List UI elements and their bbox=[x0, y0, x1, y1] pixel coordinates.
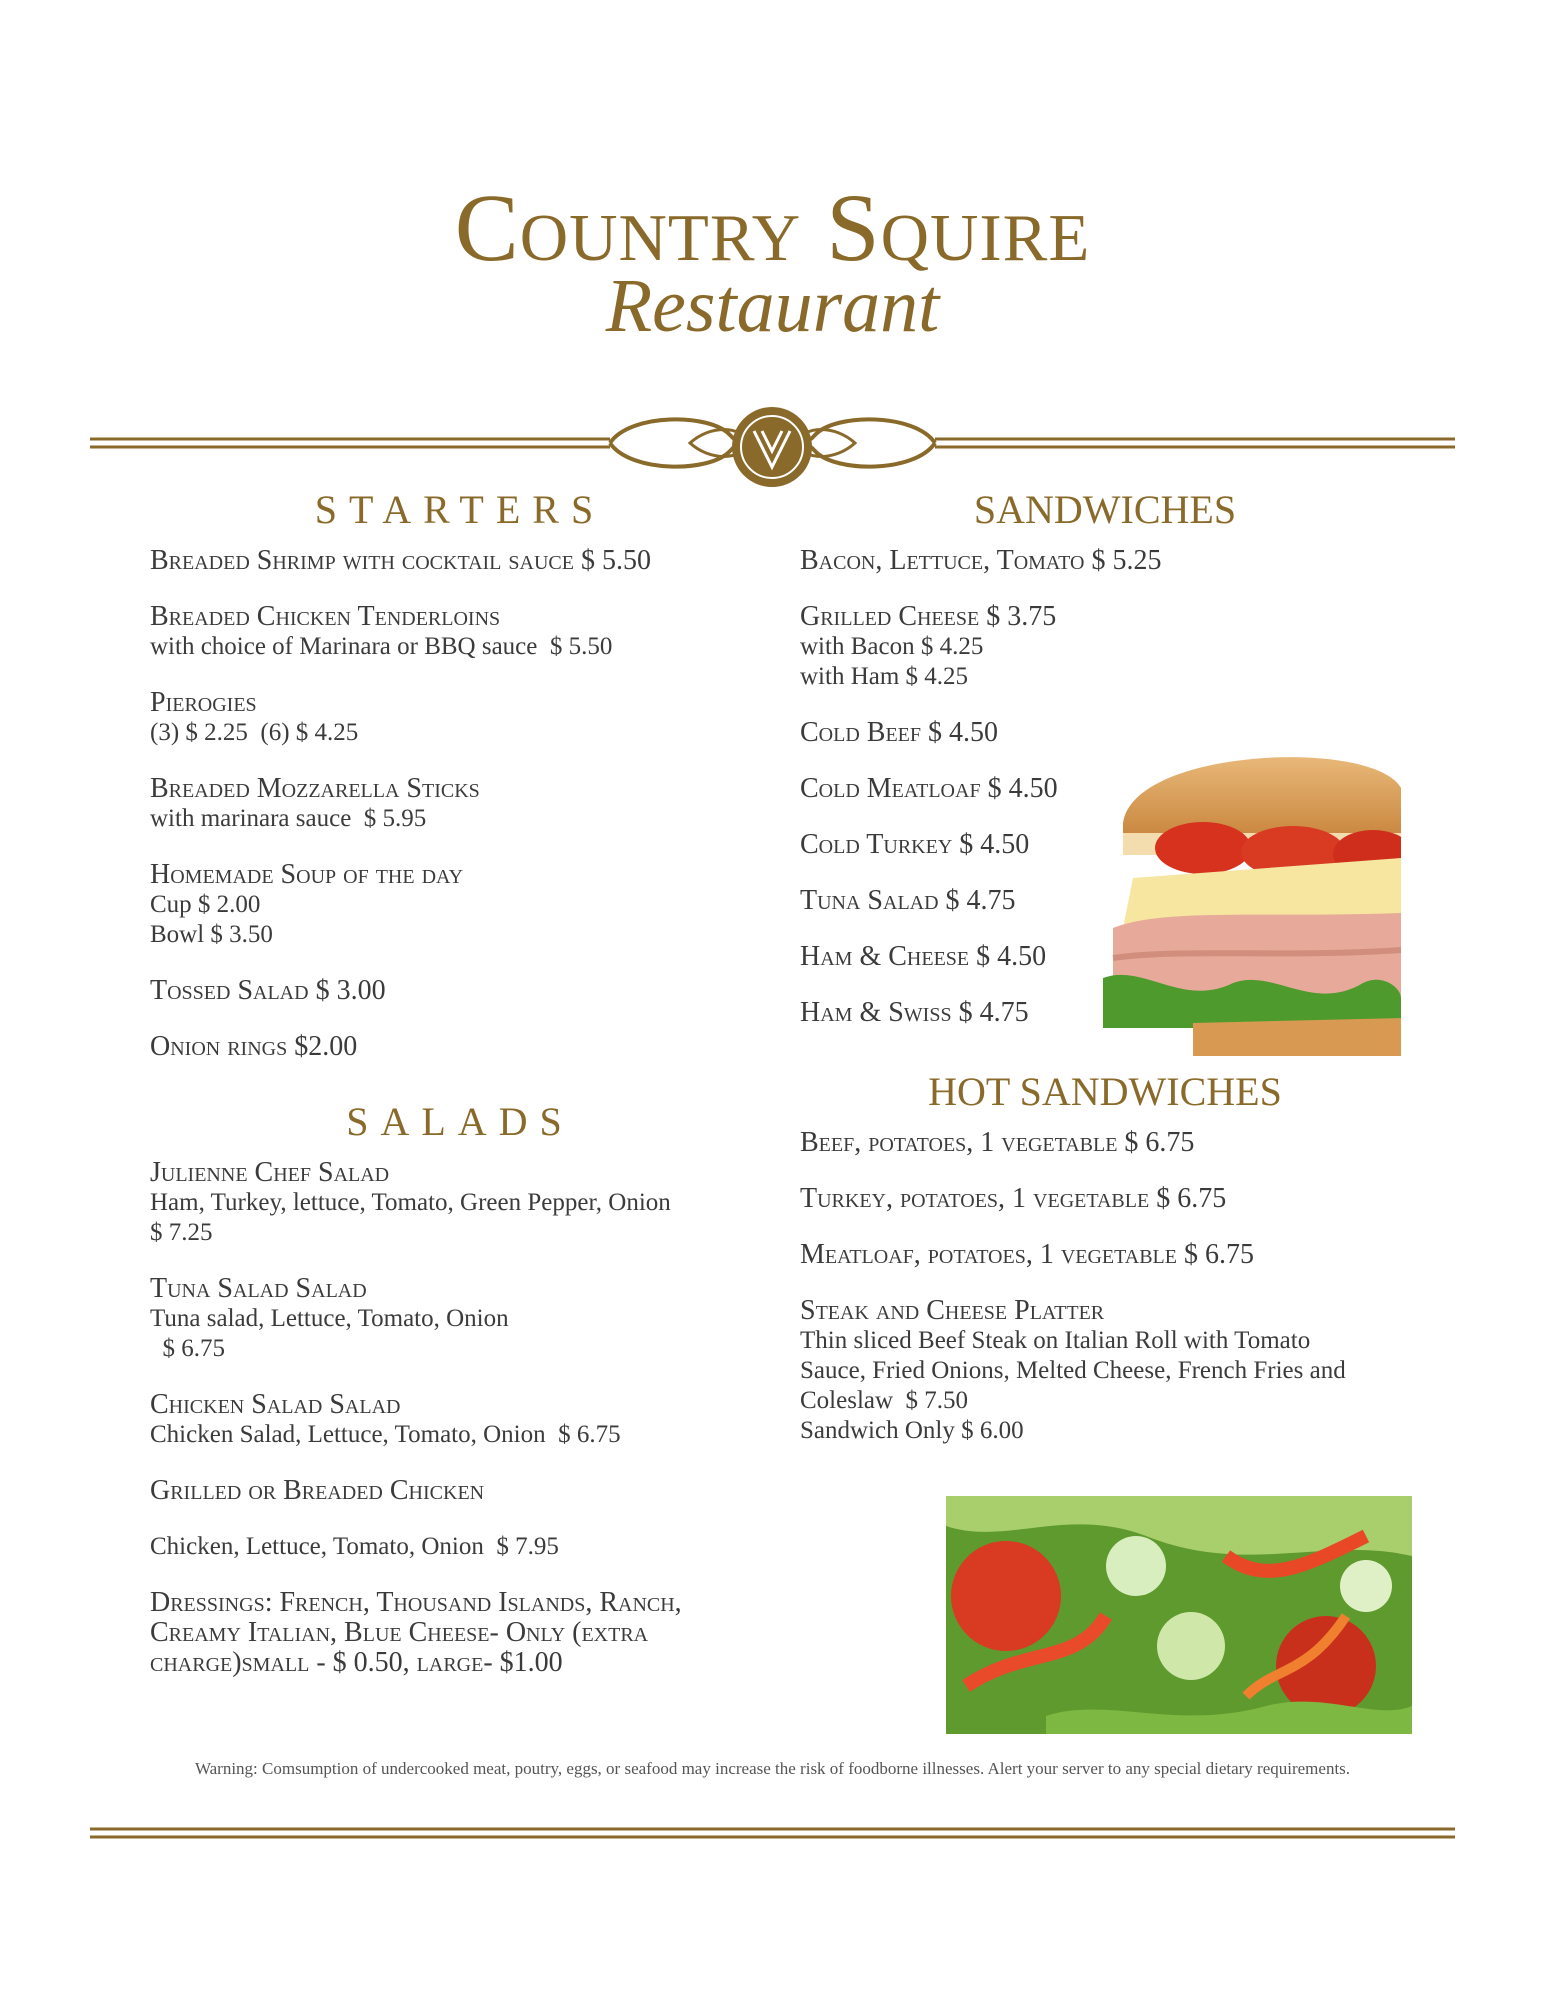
salad-photo bbox=[946, 1496, 1412, 1734]
restaurant-subtitle: Restaurant bbox=[605, 264, 940, 348]
menu-item-name: Tuna Salad Salad bbox=[150, 1273, 367, 1304]
restaurant-title: Country Squire bbox=[454, 174, 1091, 281]
menu-item-detail: Bowl $ 3.50 bbox=[150, 921, 273, 948]
menu-item-detail: with marinara sauce $ 5.95 bbox=[150, 805, 427, 832]
menu-item-name: Breaded Mozzarella Sticks bbox=[150, 773, 480, 804]
menu-item-name: Cold Beef $ 4.50 bbox=[800, 717, 999, 748]
sandwich-photo bbox=[1103, 728, 1401, 1056]
starters-heading: STARTERS bbox=[314, 487, 606, 532]
menu-item bbox=[150, 774, 770, 834]
menu-item bbox=[150, 1390, 770, 1450]
warning-note: Warning: Comsumption of undercooked meat, poutry, eggs, or seafood may increase the risk of foodborne illnesses. Alert your server to any special dietary requirements. bbox=[194, 1759, 1351, 1778]
sandwiches-heading: SANDWICHES bbox=[973, 487, 1237, 532]
menu-item bbox=[800, 1128, 1410, 1158]
menu-item-detail: with choice of Marinara or BBQ sauce $ 5.50 bbox=[150, 633, 613, 660]
menu-item bbox=[150, 1588, 770, 1678]
left-column bbox=[150, 487, 770, 1704]
menu-item-name: Grilled or Breaded Chicken bbox=[150, 1475, 485, 1506]
menu-item-name: Beef, potatoes, 1 vegetable $ 6.75 bbox=[800, 1127, 1195, 1158]
menu-item-name: Julienne Chef Salad bbox=[150, 1157, 390, 1188]
ornament-divider bbox=[90, 405, 1455, 495]
hot-sandwiches-list bbox=[800, 1128, 1410, 1446]
menu-item-name: Turkey, potatoes, 1 vegetable $ 6.75 bbox=[800, 1183, 1227, 1214]
menu-item bbox=[800, 602, 1410, 692]
menu-item bbox=[150, 1476, 770, 1506]
menu-item-name: Cold Meatloaf $ 4.50 bbox=[800, 773, 1058, 804]
menu-item bbox=[150, 546, 770, 576]
menu-item bbox=[150, 1532, 770, 1562]
menu-item-detail: with Bacon $ 4.25 bbox=[800, 633, 984, 660]
menu-item bbox=[800, 1184, 1410, 1214]
menu-item-name: Cold Turkey $ 4.50 bbox=[800, 829, 1030, 860]
menu-item-detail: (3) $ 2.25 (6) $ 4.25 bbox=[150, 719, 359, 746]
salads-heading: SALADS bbox=[346, 1099, 574, 1144]
menu-item-detail: Coleslaw $ 7.50 bbox=[800, 1387, 969, 1414]
menu-item-detail: Sauce, Fried Onions, Melted Cheese, French Fries and bbox=[800, 1357, 1346, 1384]
menu-item bbox=[150, 1274, 770, 1364]
menu-item bbox=[150, 976, 770, 1006]
menu-item-name: Bacon, Lettuce, Tomato $ 5.25 bbox=[800, 545, 1162, 576]
menu-item-detail: Chicken, Lettuce, Tomato, Onion $ 7.95 bbox=[150, 1533, 559, 1560]
menu-item-detail: Chicken Salad, Lettuce, Tomato, Onion $ 6.75 bbox=[150, 1421, 621, 1448]
menu-item bbox=[150, 1158, 770, 1248]
menu-item-name: Chicken Salad Salad bbox=[150, 1389, 401, 1420]
menu-item bbox=[150, 860, 770, 950]
menu-item bbox=[150, 688, 770, 748]
menu-item-name: Onion rings $2.00 bbox=[150, 1031, 358, 1062]
menu-item-detail: Ham, Turkey, lettuce, Tomato, Green Pepper, Onion bbox=[150, 1189, 671, 1216]
bottom-rule bbox=[90, 1825, 1455, 1841]
menu-item bbox=[800, 1240, 1410, 1270]
dressings-note: Dressings: French, Thousand Islands, Ranch, Creamy Italian, Blue Cheese- Only (extra charge)small - $ 0.50, large- $1.00 bbox=[150, 1587, 682, 1678]
menu-item-detail: $ 7.25 bbox=[150, 1219, 213, 1246]
salads-list bbox=[150, 1158, 770, 1678]
menu-item-detail: Cup $ 2.00 bbox=[150, 891, 261, 918]
menu-item-detail: with Ham $ 4.25 bbox=[800, 663, 969, 690]
starters-list bbox=[150, 546, 770, 1062]
menu-item-name: Homemade Soup of the day bbox=[150, 859, 464, 890]
menu-item-detail: Tuna salad, Lettuce, Tomato, Onion bbox=[150, 1305, 509, 1332]
menu-item-name: Grilled Cheese $ 3.75 bbox=[800, 601, 1057, 632]
menu-item bbox=[150, 1032, 770, 1062]
menu-item-name: Breaded Shrimp with cocktail sauce $ 5.50 bbox=[150, 545, 651, 576]
menu-item bbox=[800, 1296, 1410, 1446]
menu-item-name: Tossed Salad $ 3.00 bbox=[150, 975, 386, 1006]
menu-item-name: Ham & Swiss $ 4.75 bbox=[800, 997, 1029, 1028]
menu-item-name: Meatloaf, potatoes, 1 vegetable $ 6.75 bbox=[800, 1239, 1254, 1270]
menu-item-name: Ham & Cheese $ 4.50 bbox=[800, 941, 1047, 972]
menu-item-detail: Thin sliced Beef Steak on Italian Roll with Tomato bbox=[800, 1327, 1311, 1354]
menu-item-name: Steak and Cheese Platter bbox=[800, 1295, 1105, 1326]
menu-item bbox=[800, 546, 1410, 576]
menu-item-name: Tuna Salad $ 4.75 bbox=[800, 885, 1016, 916]
hot-sandwiches-heading: HOT SANDWICHES bbox=[928, 1069, 1282, 1114]
menu-item-detail: $ 6.75 bbox=[150, 1335, 225, 1362]
menu-item-detail: Sandwich Only $ 6.00 bbox=[800, 1417, 1024, 1444]
menu-item-name: Breaded Chicken Tenderloins bbox=[150, 601, 501, 632]
menu-item-name: Pierogies bbox=[150, 687, 257, 718]
menu-item bbox=[150, 602, 770, 662]
